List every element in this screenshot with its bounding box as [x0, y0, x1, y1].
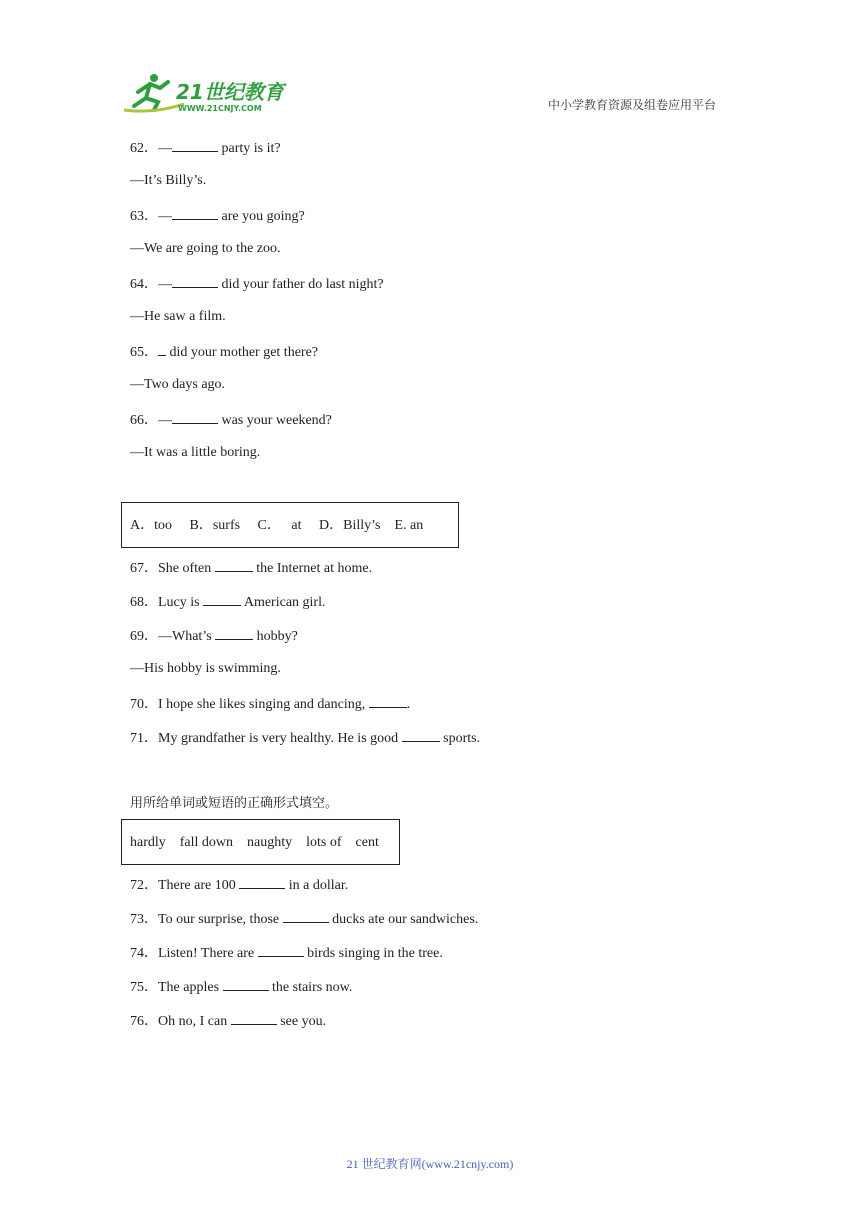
runner-logo-icon	[124, 70, 294, 114]
answer-blank[interactable]	[369, 694, 407, 708]
question-65: 65． did your mother get there?	[130, 342, 318, 362]
answer-blank[interactable]	[172, 138, 218, 152]
logo-url: WWW.21CNJY.COM	[178, 104, 262, 113]
answer-blank[interactable]	[215, 626, 253, 640]
question-62: 62．— party is it?	[130, 138, 281, 158]
question-70: 70．I hope she likes singing and dancing, .	[130, 694, 410, 714]
answer-blank[interactable]	[158, 342, 166, 356]
word-bank-box-1: A．too B．surfs C． at D．Billy’s E. an	[121, 502, 459, 548]
answer-blank[interactable]	[283, 909, 329, 923]
instruction-text: 用所给单词或短语的正确形式填空。	[130, 796, 339, 811]
question-67: 67．She often the Internet at home.	[130, 558, 372, 578]
answer-blank[interactable]	[223, 977, 269, 991]
answer-65: —Two days ago.	[130, 377, 226, 392]
logo-text: 21世纪教育	[176, 80, 284, 104]
question-76: 76．Oh no, I can see you.	[130, 1011, 326, 1031]
question-63: 63．— are you going?	[130, 206, 305, 226]
answer-blank[interactable]	[172, 410, 218, 424]
header-platform-text: 中小学教育资源及组卷应用平台	[548, 98, 717, 112]
question-71: 71．My grandfather is very healthy. He is good sports.	[130, 728, 480, 748]
answer-blank[interactable]	[172, 274, 218, 288]
answer-blank[interactable]	[203, 592, 241, 606]
footer-link[interactable]: 21 世纪教育网(www.21cnjy.com)	[346, 1157, 514, 1171]
answer-66: —It was a little boring.	[130, 445, 261, 460]
word-bank-box-2: hardly fall down naughty lots of cent	[121, 819, 400, 865]
answer-blank[interactable]	[231, 1011, 277, 1025]
question-64: 64．— did your father do last night?	[130, 274, 384, 294]
answer-blank[interactable]	[215, 558, 253, 572]
answer-62: —It’s Billy’s.	[130, 173, 207, 188]
question-69: 69．—What’s hobby?	[130, 626, 298, 646]
question-72: 72．There are 100 in a dollar.	[130, 875, 348, 895]
answer-69: —His hobby is swimming.	[130, 661, 281, 676]
answer-blank[interactable]	[258, 943, 304, 957]
question-73: 73．To our surprise, those ducks ate our sandwiches.	[130, 909, 478, 929]
question-74: 74．Listen! There are birds singing in the tree.	[130, 943, 443, 963]
answer-blank[interactable]	[172, 206, 218, 220]
question-75: 75．The apples the stairs now.	[130, 977, 352, 997]
answer-blank[interactable]	[239, 875, 285, 889]
answer-blank[interactable]	[402, 728, 440, 742]
answer-64: —He saw a film.	[130, 309, 226, 324]
question-68: 68．Lucy is American girl.	[130, 592, 325, 612]
answer-63: —We are going to the zoo.	[130, 241, 281, 256]
site-logo	[124, 70, 294, 114]
question-66: 66．— was your weekend?	[130, 410, 332, 430]
